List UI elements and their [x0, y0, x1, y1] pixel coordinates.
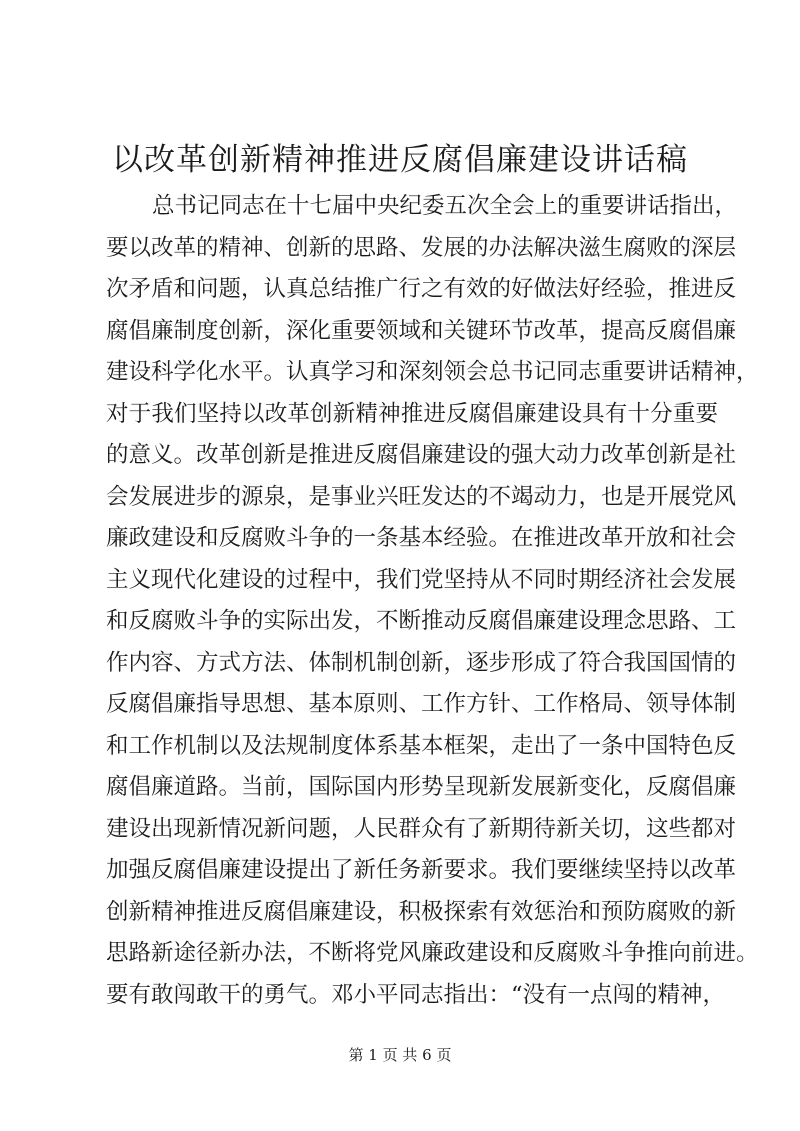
body-line: 要有敢闯敢干的勇气。邓小平同志指出：“没有一点闯的精神，	[106, 981, 726, 1008]
body-line: 建设出现新情况新问题，人民群众有了新期待新关切，这些都对	[106, 815, 737, 842]
body-line: 廉政建设和反腐败斗争的一条基本经验。在推进改革开放和社会	[106, 525, 737, 551]
page-footer	[0, 1045, 800, 1065]
body-line: 腐倡廉制度创新，深化重要领域和关键环节改革，提高反腐倡廉	[106, 317, 737, 344]
body-line: 的意义。改革创新是推进反腐倡廉建设的强大动力改革创新是社	[106, 442, 737, 468]
body-line: 次矛盾和问题，认真总结推广行之有效的好做法好经验，推进反	[106, 276, 737, 302]
body-line: 建设科学化水平。认真学习和深刻领会总书记同志重要讲话精神，	[106, 359, 759, 385]
body-line: 思路新途径新办法，不断将党风廉政建设和反腐败斗争推向前进。	[106, 940, 759, 966]
body-line: 和反腐败斗争的实际出发，不断推动反腐倡廉建设理念思路、工	[106, 608, 737, 634]
body-line: 创新精神推进反腐倡廉建设，积极探索有效惩治和预防腐败的新	[106, 898, 737, 925]
body-line: 腐倡廉道路。当前，国际国内形势呈现新发展新变化，反腐倡廉	[106, 774, 737, 800]
body-line: 加强反腐倡廉建设提出了新任务新要求。我们要继续坚持以改革	[106, 857, 737, 883]
body-line: 对于我们坚持以改革创新精神推进反腐倡廉建设具有十分重要	[106, 400, 718, 427]
document-title: 以改革创新精神推进反腐倡廉建设讲话稿	[112, 142, 688, 178]
body-line: 要以改革的精神、创新的思路、发展的办法解决滋生腐败的深层	[106, 234, 737, 261]
page-number-label: 第 1 页 共 6 页	[348, 1046, 452, 1064]
document-body	[106, 186, 759, 1016]
body-line: 作内容、方式方法、体制机制创新，逐步形成了符合我国国情的	[106, 649, 737, 676]
body-line: 会发展进步的源泉，是事业兴旺发达的不竭动力，也是开展党风	[106, 483, 737, 510]
body-line: 主义现代化建设的过程中，我们党坚持从不同时期经济社会发展	[106, 566, 737, 593]
body-line: 和工作机制以及法规制度体系基本框架，走出了一条中国特色反	[106, 732, 737, 759]
body-line: 总书记同志在十七届中央纪委五次全会上的重要讲话指出，	[152, 193, 738, 219]
body-line: 反腐倡廉指导思想、基本原则、工作方针、工作格局、领导体制	[106, 691, 737, 717]
